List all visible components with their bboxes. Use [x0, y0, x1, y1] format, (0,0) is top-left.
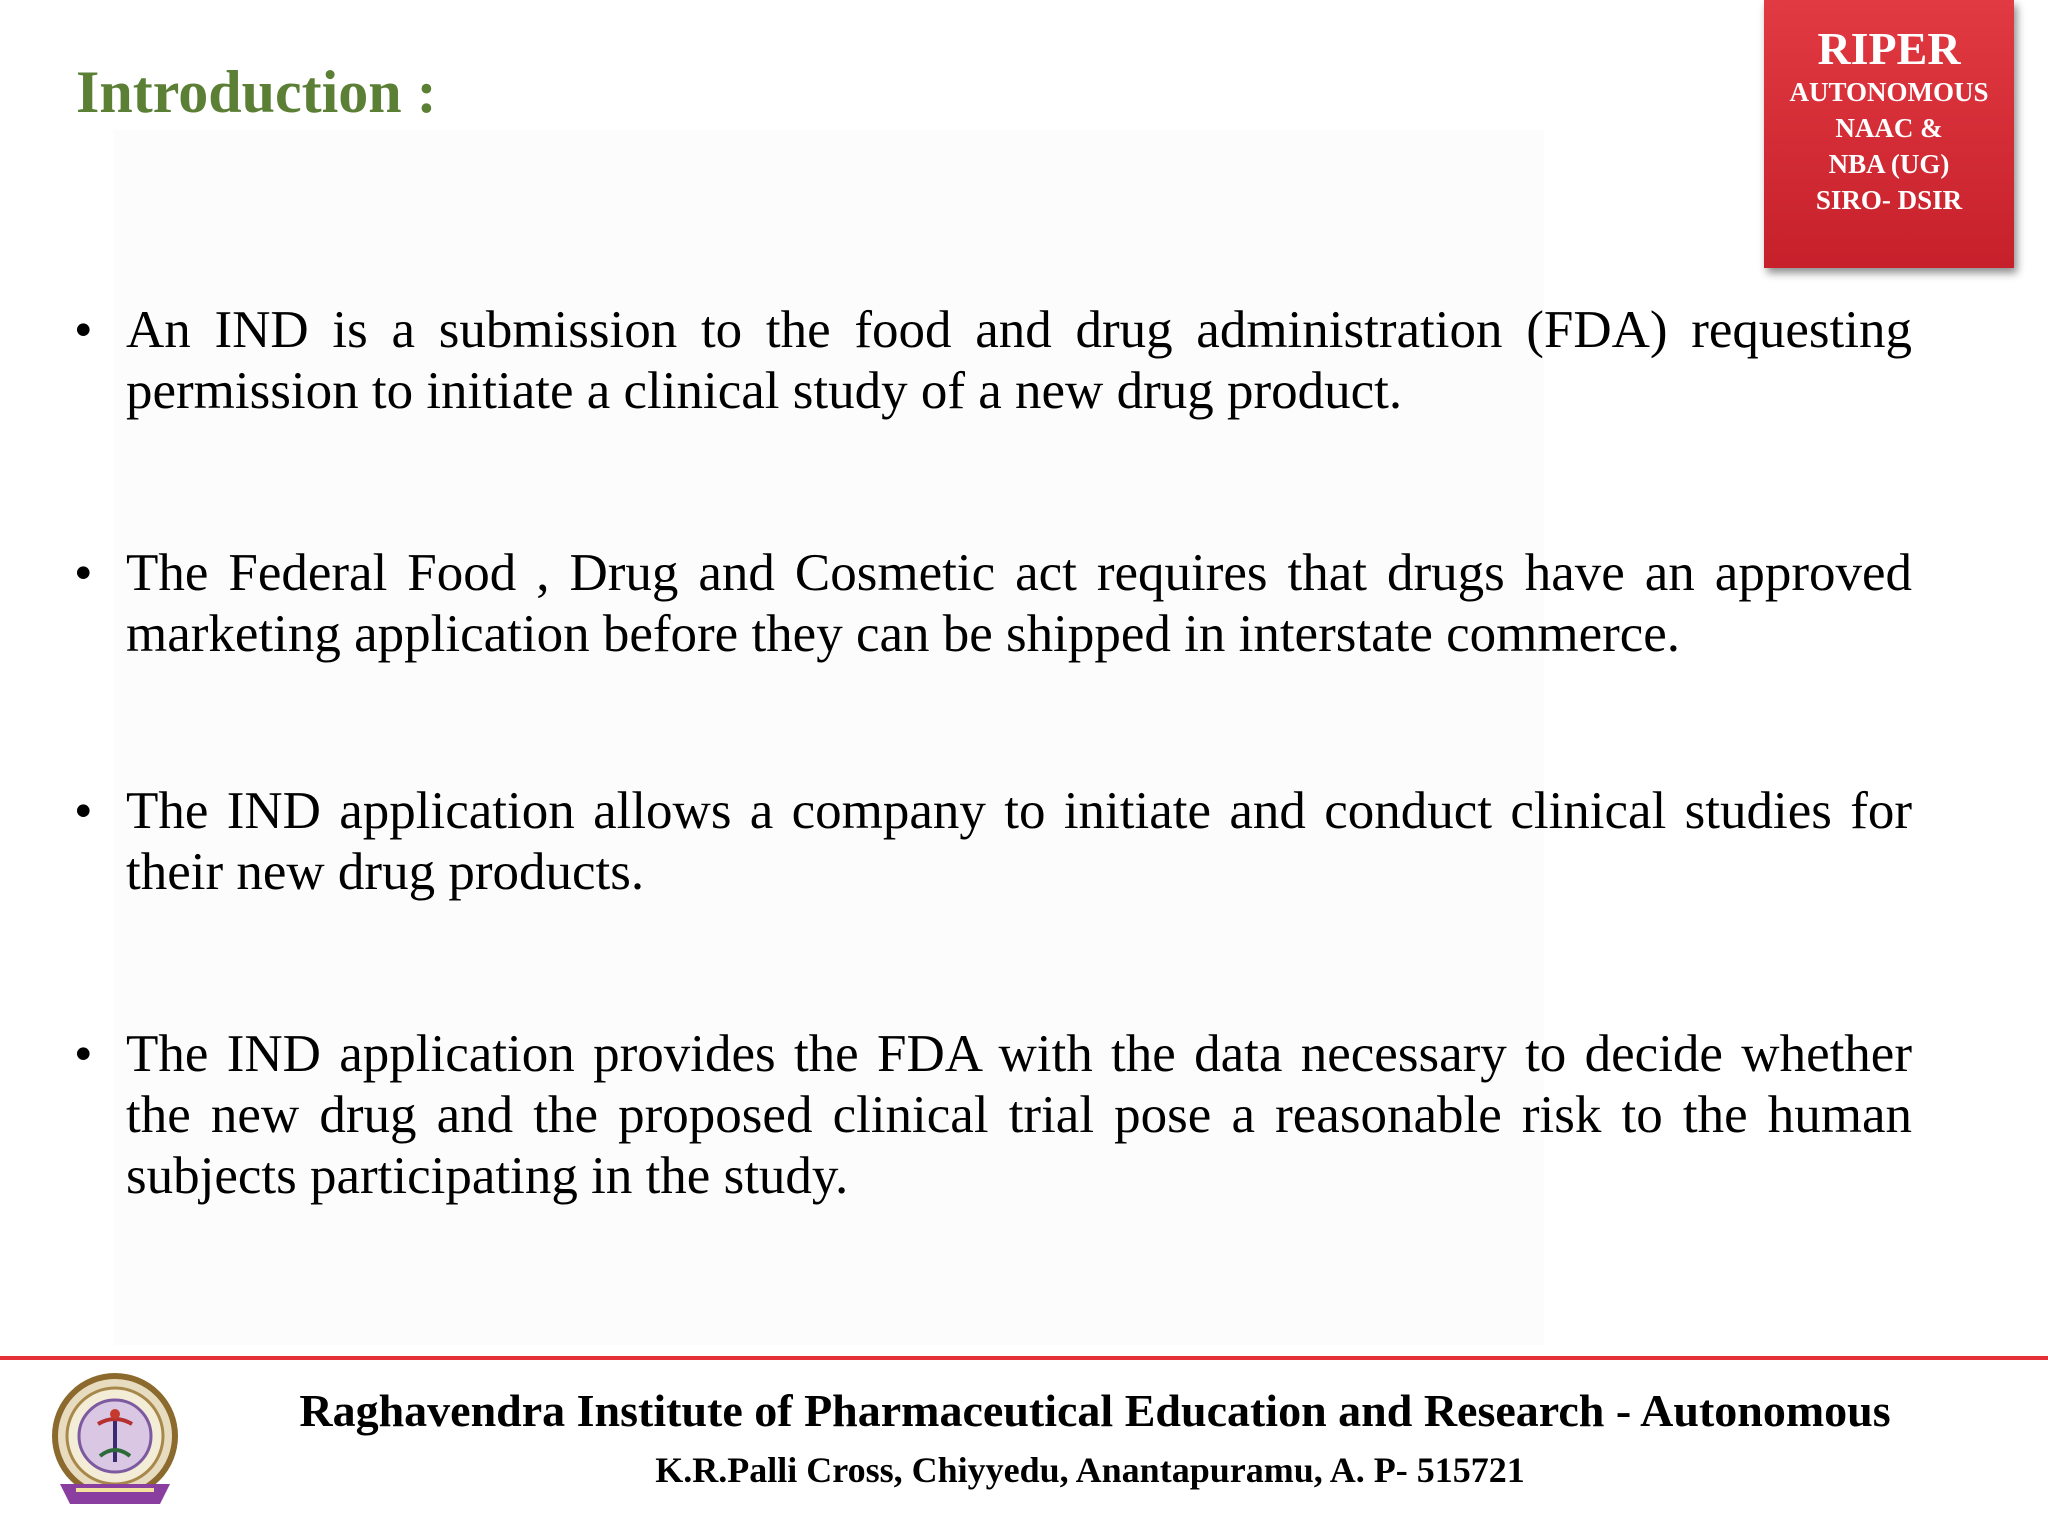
bullet-item: [74, 543, 1912, 665]
badge-line-autonomous: AUTONOMOUS: [1789, 77, 1989, 107]
bullet-icon: •: [74, 301, 93, 359]
bullet-text: An IND is a submission to the food and drug administration (FDA) requesting permission to initiate a clinical study of a new drug product.: [126, 301, 1912, 420]
bullet-item: [74, 781, 1912, 903]
bullet-text: The IND application provides the FDA with the data necessary to decide whether the new drug and the proposed clinical trial pose a reasonable risk to the human subjects participating in the study.: [126, 1025, 1912, 1205]
bullet-text: The Federal Food , Drug and Cosmetic act requires that drugs have an approved marketing application before they can be shipped in interstate commerce.: [126, 544, 1912, 663]
footer-divider: [0, 1356, 2048, 1360]
bullet-icon: •: [74, 544, 93, 602]
badge-line-nba: NBA (UG): [1828, 149, 1950, 179]
institute-name: Raghavendra Institute of Pharmaceutical Education and Research - Autonomous: [299, 1385, 1891, 1436]
badge-line-naac: NAAC &: [1835, 113, 1943, 143]
bullet-list: [74, 300, 1912, 1207]
badge-title: RIPER: [1817, 23, 1961, 74]
bullet-item: [74, 300, 1912, 422]
bullet-icon: •: [74, 1025, 93, 1083]
institute-address: K.R.Palli Cross, Chiyyedu, Anantapuramu, A. P- 515721: [655, 1450, 1525, 1490]
bullet-text: The IND application allows a company to initiate and conduct clinical studies for their new drug products.: [126, 782, 1912, 901]
bullet-item: [74, 1024, 1912, 1207]
institute-logo-icon: [40, 1366, 190, 1516]
badge-line-siro: SIRO- DSIR: [1815, 185, 1963, 215]
accreditation-badge: [1764, 0, 2014, 268]
bullet-icon: •: [74, 782, 93, 840]
slide-title: Introduction :: [76, 59, 437, 125]
